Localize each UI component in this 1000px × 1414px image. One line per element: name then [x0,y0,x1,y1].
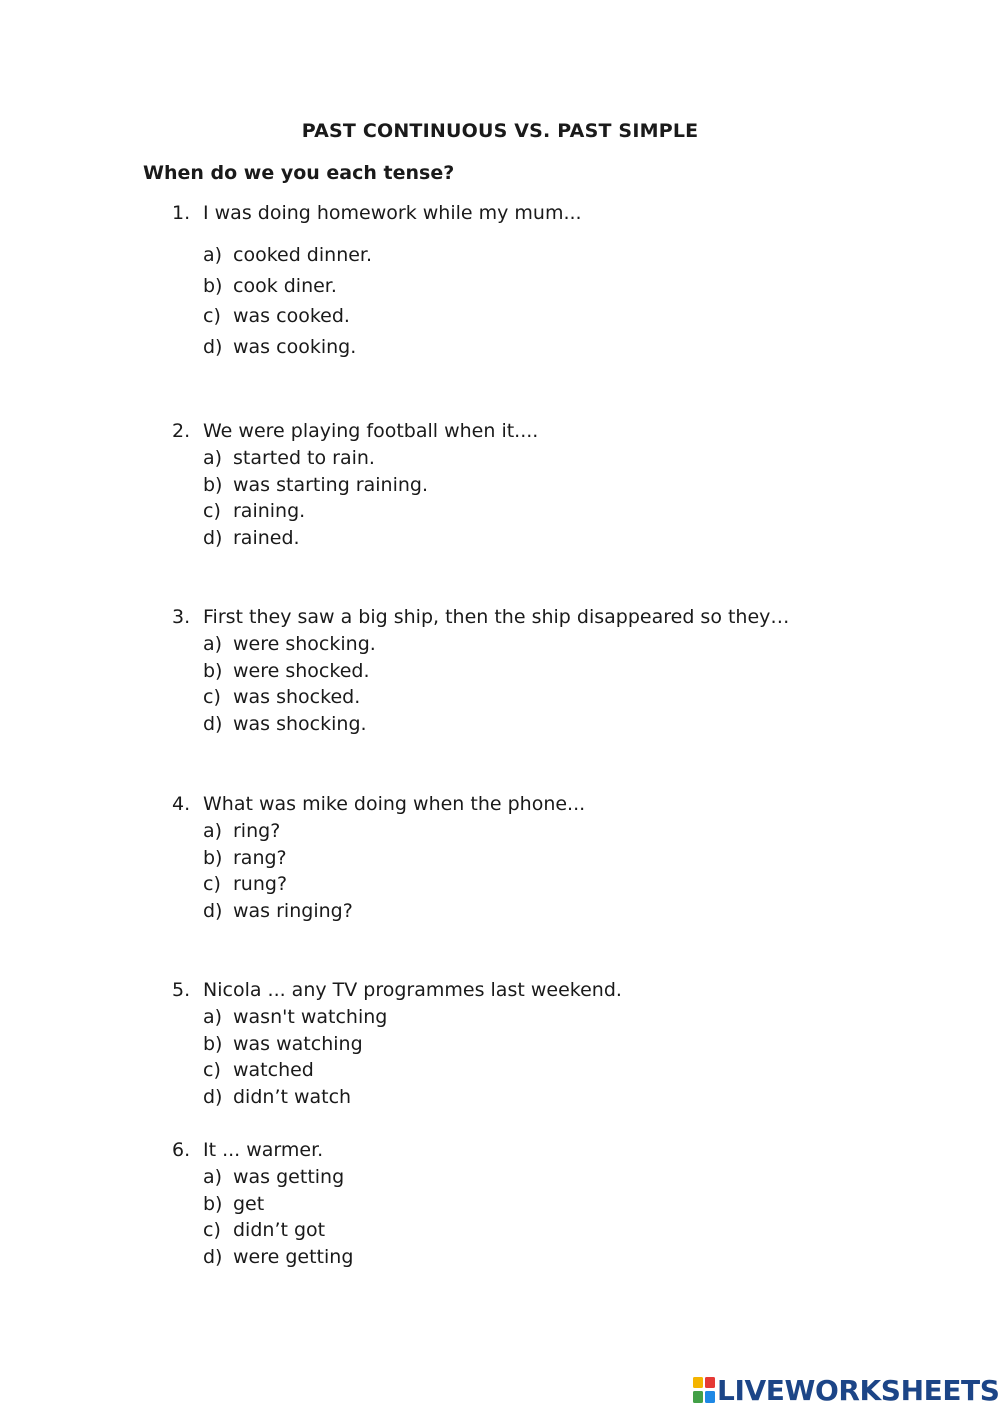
option-text: wasn't watching [233,1006,388,1028]
option-text: rung? [233,873,288,896]
option-text: was cooked. [233,305,350,328]
option-text: rang? [233,846,287,869]
option-letter: b) [203,1192,223,1215]
answer-option[interactable] [172,1164,353,1191]
question-6 [172,1137,353,1271]
question-text [172,977,622,1004]
answer-option[interactable] [172,498,538,525]
question-prompt: It ... warmer. [203,1139,324,1161]
answer-option[interactable] [172,332,582,363]
option-letter: a) [203,1006,223,1028]
option-letter: d) [203,900,223,923]
option-letter: a) [203,244,223,266]
question-text [172,791,585,818]
answer-option[interactable] [172,898,585,925]
question-5 [172,977,622,1111]
option-text: was getting [233,1166,345,1188]
mark-block [705,1377,715,1388]
option-text: started to rain. [233,447,375,469]
option-text: cooked dinner. [233,244,373,266]
question-prompt: We were playing football when it.... [203,420,539,442]
answer-option[interactable] [172,1057,622,1084]
mark-block [693,1377,703,1388]
option-letter: d) [203,1086,223,1109]
option-letter: c) [203,1219,221,1242]
question-number: 1. [172,202,191,224]
option-letter: d) [203,713,223,736]
option-letter: d) [203,527,223,550]
question-number: 2. [172,420,191,442]
question-prompt: Nicola ... any TV programmes last weekend. [203,979,622,1001]
answer-option[interactable] [172,871,585,898]
question-prompt: What was mike doing when the phone... [203,793,586,815]
option-letter: b) [203,846,223,869]
option-text: was watching [233,1032,363,1055]
question-text [172,200,582,227]
question-text [172,418,538,445]
answer-option[interactable] [172,631,789,658]
option-letter: c) [203,1059,221,1082]
option-letter: b) [203,659,223,682]
answer-option[interactable] [172,658,789,685]
answer-option[interactable] [172,1217,353,1244]
option-text: cook diner. [233,274,337,297]
option-letter: c) [203,500,221,523]
option-text: were getting [233,1246,354,1269]
answer-option[interactable] [172,271,582,302]
answer-option[interactable] [172,525,538,552]
answer-option[interactable] [172,1191,353,1218]
answer-option[interactable] [172,445,538,472]
option-letter: b) [203,274,223,297]
option-letter: c) [203,686,221,709]
worksheet-title: PAST CONTINUOUS VS. PAST SIMPLE [301,120,699,142]
question-number: 6. [172,1139,191,1161]
option-letter: a) [203,447,223,469]
question-number: 3. [172,606,191,628]
option-text: didn’t watch [233,1086,352,1109]
answer-option[interactable] [172,1004,622,1031]
option-text: rained. [233,527,300,550]
question-1 [172,200,582,363]
liveworksheets-mark-icon [693,1377,715,1403]
question-text [172,1137,353,1164]
answer-option[interactable] [172,1084,622,1111]
option-letter: a) [203,1166,223,1188]
worksheet-subtitle: When do we you each tense? [143,162,455,184]
question-text [172,604,789,631]
option-text: raining. [233,500,306,523]
option-text: was shocking. [233,713,367,736]
answer-option[interactable] [172,1031,622,1058]
answer-option[interactable] [172,818,585,845]
question-prompt: I was doing homework while my mum... [203,202,582,224]
option-text: ring? [233,820,281,842]
option-text: was shocked. [233,686,361,709]
option-letter: d) [203,336,223,359]
question-number: 5. [172,979,191,1001]
answer-option[interactable] [172,684,789,711]
mark-block [693,1391,703,1403]
liveworksheets-logo[interactable] [693,1373,1000,1407]
question-prompt: First they saw a big ship, then the ship disappeared so they… [203,606,790,628]
answer-option[interactable] [172,472,538,499]
option-letter: c) [203,873,221,896]
answer-option[interactable] [172,845,585,872]
option-text: didn’t got [233,1219,326,1242]
answer-option[interactable] [172,1244,353,1271]
option-letter: d) [203,1246,223,1269]
answer-option[interactable] [172,301,582,332]
answer-option[interactable] [172,240,582,271]
logo-text: LIVEWORKSHEETS [717,1373,1000,1407]
option-text: was cooking. [233,336,357,359]
option-text: were shocked. [233,659,370,682]
question-4 [172,791,585,925]
option-letter: b) [203,1032,223,1055]
option-letter: c) [203,305,221,328]
answer-option[interactable] [172,711,789,738]
option-text: was starting raining. [233,473,428,496]
question-3 [172,604,789,738]
option-letter: b) [203,473,223,496]
option-text: was ringing? [233,900,353,923]
option-letter: a) [203,820,223,842]
question-2 [172,418,538,552]
question-number: 4. [172,793,191,815]
option-letter: a) [203,633,223,655]
option-text: watched [233,1059,314,1082]
mark-block [705,1391,715,1403]
option-text: get [233,1192,265,1215]
option-text: were shocking. [233,633,376,655]
